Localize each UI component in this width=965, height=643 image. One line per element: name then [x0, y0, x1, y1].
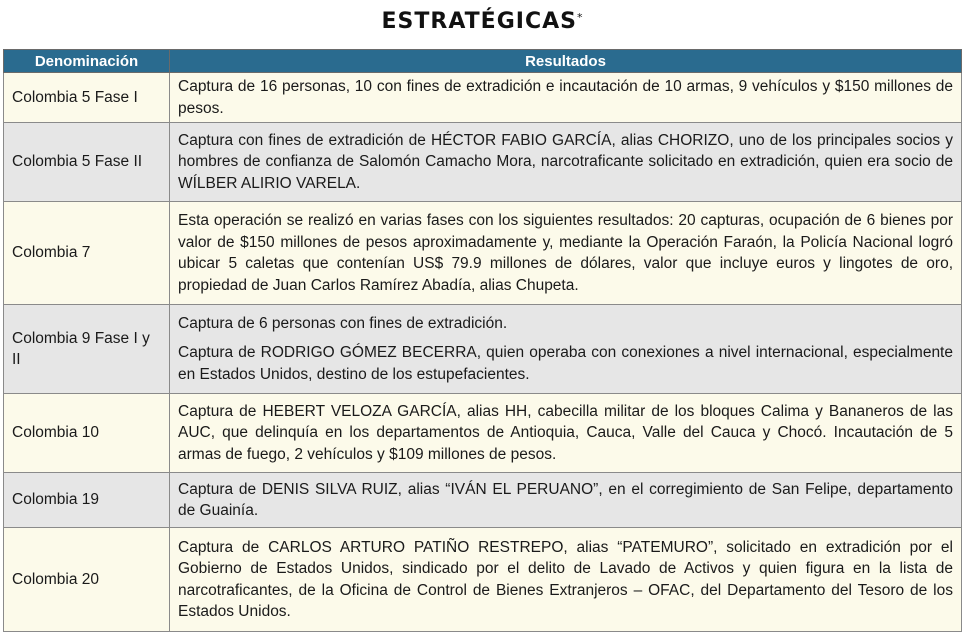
table-row [4, 73, 962, 123]
row-name: Colombia 5 Fase II [4, 123, 170, 202]
result-text: Captura de 16 personas, 10 con fines de extradición e incautación de 10 armas, 9 vehículos y $150 millones de pesos. [178, 78, 953, 117]
result-text: Captura de CARLOS ARTURO PATIÑO RESTREPO, alias “PATEMURO”, solicitado en extradición por el Gobierno de Estados Unidos, sindicado por el delito de Lavado de Activos y quien figura en la lista de narcotraficantes, de la Oficina de Control de Bienes Extranjeros – OFAC, del Departamento del Tesoro de los Estados Unidos. [178, 538, 953, 620]
row-results [170, 202, 962, 305]
row-results [170, 73, 962, 123]
table-row [4, 202, 962, 305]
row-name: Colombia 19 [4, 473, 170, 528]
result-text: Esta operación se realizó en varias fases con los siguientes resultados: 20 capturas, ocupación de 6 bienes por valor de $150 millones de pesos aproximadamente y, mediante la Operación Faraón, la Policía Nacional logró ubicar 5 caletas que contenían US$ 79.9 millones de dólares, valor que incluye euros y lingotes de oro, propiedad de Juan Carlos Ramírez Abadía, alias Chupeta. [178, 212, 953, 294]
row-name: Colombia 9 Fase I y II [4, 305, 170, 394]
table-row [4, 528, 962, 632]
table-row [4, 394, 962, 473]
row-name: Colombia 5 Fase I [4, 73, 170, 123]
result-text: Captura de DENIS SILVA RUIZ, alias “IVÁN EL PERUANO”, en el corregimiento de San Felipe, departamento de Guainía. [178, 480, 953, 519]
row-results [170, 123, 962, 202]
table-row [4, 123, 962, 202]
row-name: Colombia 10 [4, 394, 170, 473]
page-title [0, 0, 965, 40]
row-results [170, 394, 962, 473]
table-row [4, 305, 962, 394]
row-results [170, 305, 962, 394]
results-table [3, 49, 962, 632]
result-text: Captura con fines de extradición de HÉCTOR FABIO GARCÍA, alias CHORIZO, uno de los principales socios y hombres de confianza de Salomón Camacho Mora, narcotraficante solicitado en extradición, quien era socio de WÍLBER ALIRIO VARELA. [178, 131, 953, 192]
result-text: Captura de RODRIGO GÓMEZ BECERRA, quien operaba con conexiones a nivel internacional, especialmente en Estados Unidos, destino de los estupefacientes. [178, 344, 953, 383]
table-row [4, 473, 962, 528]
result-text: Captura de HEBERT VELOZA GARCÍA, alias HH, cabecilla militar de los bloques Calima y Bananeros de las AUC, que delinquía en los departamentos de Antioquia, Cauca, Valle del Cauca y Chocó. Incautación de 5 armas de fuego, 2 vehículos y $109 millones de pesos. [178, 402, 953, 463]
result-text: Captura de 6 personas con fines de extradición. [178, 314, 508, 332]
row-results [170, 528, 962, 632]
title-footnote-marker: * [576, 11, 584, 24]
row-name: Colombia 20 [4, 528, 170, 632]
header-denominacion: Denominación [4, 50, 170, 73]
title-text: ESTRATÉGICAS [381, 9, 577, 34]
row-name: Colombia 7 [4, 202, 170, 305]
table-header-row [4, 50, 962, 73]
row-results [170, 473, 962, 528]
header-resultados: Resultados [170, 50, 962, 73]
